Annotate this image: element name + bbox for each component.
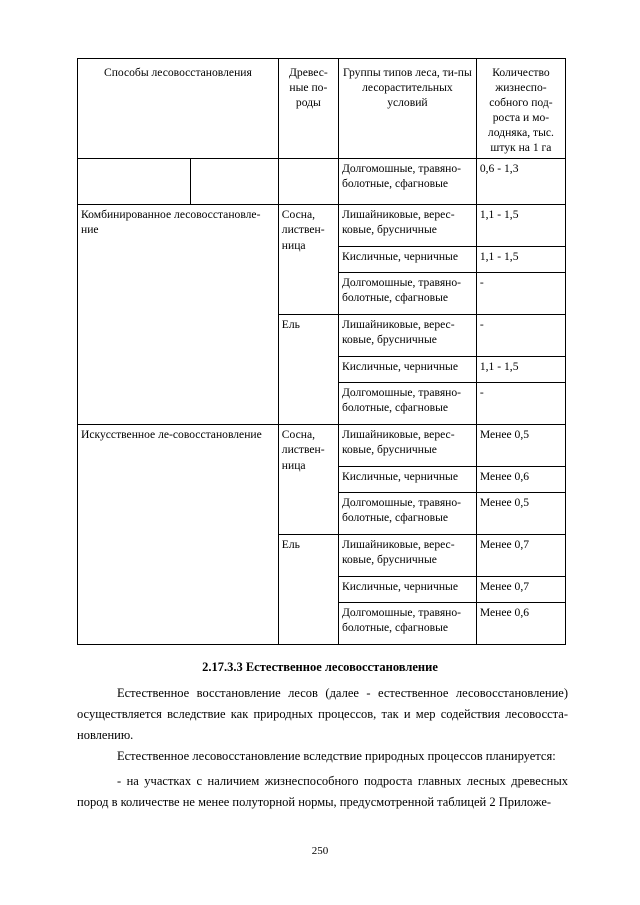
table-cell-groups: Кисличные, черничные	[338, 357, 476, 383]
table-cell-qty: 0,6 - 1,3	[476, 159, 565, 205]
table-cell-qty: Менее 0,5	[476, 425, 565, 467]
table-cell-qty: -	[476, 383, 565, 425]
table-cell-groups: Долгомошные, травяно-болотные, сфагновые	[338, 273, 476, 315]
table-cell-groups: Долгомошные, травяно-болотные, сфагновые	[338, 493, 476, 535]
table-cell-qty: -	[476, 273, 565, 315]
table-cell-groups: Кисличные, черничные	[338, 247, 476, 273]
table-cell-groups: Кисличные, черничные	[338, 467, 476, 493]
table-row	[78, 425, 566, 467]
species-pine-larch: Сосна, листвен-ница	[278, 425, 338, 535]
paragraph: Естественное восстановление лесов (далее - естественное лесовосстановление) осуществляется вследствие как природных процессов, так и мер содействия лесовосста-новлению.	[77, 686, 568, 742]
section-heading: 2.17.3.3 Естественное лесовосстановление	[202, 660, 438, 674]
table-cell-qty: Менее 0,7	[476, 535, 565, 577]
species-spruce: Ель	[278, 535, 338, 645]
table-header-row	[78, 59, 566, 159]
forest-regeneration-table	[77, 58, 566, 645]
empty-cell	[190, 159, 278, 205]
table-cell-qty: 1,1 - 1,5	[476, 247, 565, 273]
method-artificial: Искусственное ле-совосстановление	[78, 425, 279, 645]
table-cell-groups: Лишайниковые, верес-ковые, брусничные	[338, 315, 476, 357]
table-cell-qty: Менее 0,6	[476, 603, 565, 645]
paragraph: Естественное лесовосстановление вследствие природных процессов планируется:	[117, 749, 556, 763]
table-cell-groups: Долгомошные, травяно-болотные, сфагновые	[338, 159, 476, 205]
page-number: 250	[311, 845, 329, 857]
table-cell-qty: 1,1 - 1,5	[476, 205, 565, 247]
table-cell-groups: Кисличные, черничные	[338, 577, 476, 603]
table-cell-qty: Менее 0,6	[476, 467, 565, 493]
header-quantity: Количество жизнеспо-собного под-роста и мо-лодняка, тыс. штук на 1 га	[476, 59, 565, 159]
table-cell-groups: Лишайниковые, верес-ковые, брусничные	[338, 205, 476, 247]
table-cell-qty: Менее 0,7	[476, 577, 565, 603]
table-cell-groups: Долгомошные, травяно-болотные, сфагновые	[338, 603, 476, 645]
table-cell-qty: 1,1 - 1,5	[476, 357, 565, 383]
table-row	[78, 159, 566, 205]
header-species: Древес-ные по-роды	[278, 59, 338, 159]
empty-cell	[278, 159, 338, 205]
table-cell-qty: Менее 0,5	[476, 493, 565, 535]
species-pine-larch: Сосна, листвен-ница	[278, 205, 338, 315]
method-combined: Комбинированное лесовосстановле-ние	[78, 205, 279, 425]
header-forest-groups: Группы типов леса, ти-пы лесорастительных условий	[338, 59, 476, 159]
empty-cell	[78, 159, 191, 205]
header-methods: Способы лесовосстановления	[78, 59, 279, 159]
species-spruce: Ель	[278, 315, 338, 425]
table-cell-groups: Лишайниковые, верес-ковые, брусничные	[338, 425, 476, 467]
table-cell-groups: Долгомошные, травяно-болотные, сфагновые	[338, 383, 476, 425]
paragraph: - на участках с наличием жизнеспособного подроста главных лесных древесных пород в количестве не менее полуторной нормы, предусмотренной таблицей 2 Приложе-	[77, 774, 568, 809]
table-cell-qty: -	[476, 315, 565, 357]
table-row	[78, 205, 566, 247]
table-cell-groups: Лишайниковые, верес-ковые, брусничные	[338, 535, 476, 577]
